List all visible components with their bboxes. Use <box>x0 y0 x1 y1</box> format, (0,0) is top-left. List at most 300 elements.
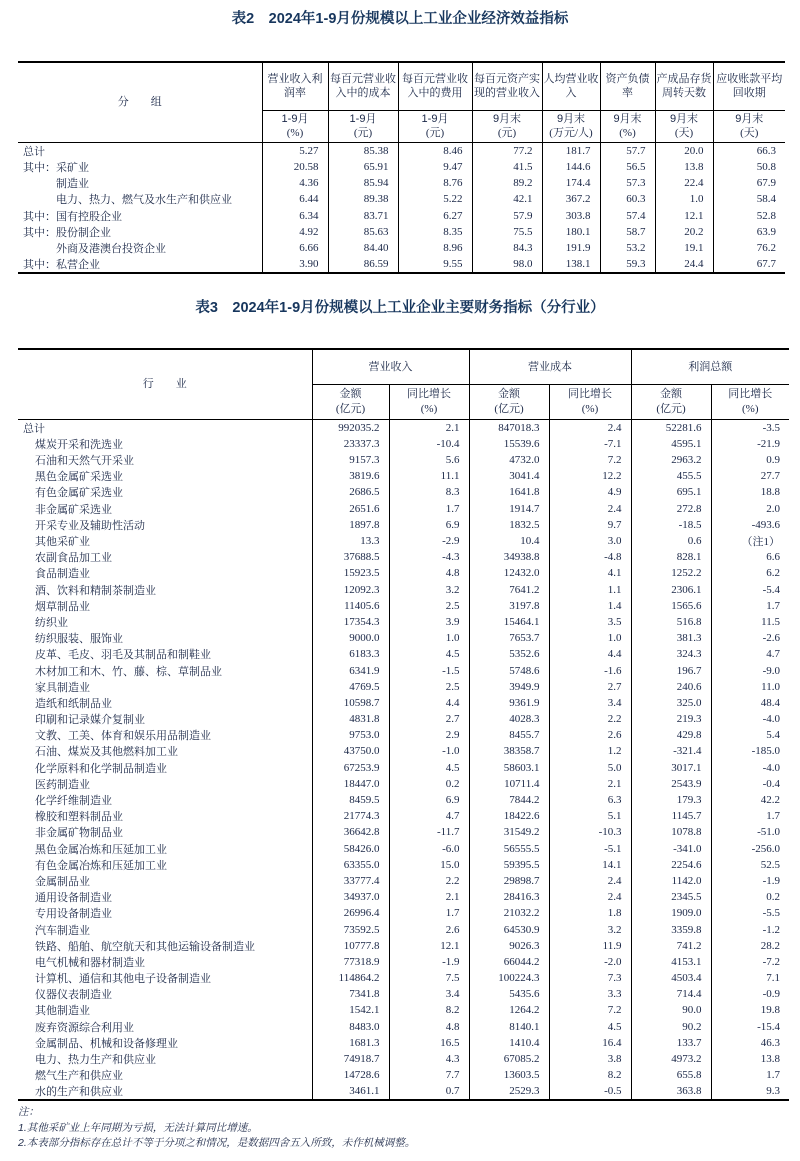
cell-value: -493.6 <box>711 517 789 533</box>
footnote-item: 1.其他采矿业上年同期为亏损，无法计算同比增速。 <box>18 1121 258 1134</box>
cell-value: 46.3 <box>711 1035 789 1051</box>
cell-value: 8.2 <box>549 1067 631 1083</box>
cell-value: 191.9 <box>542 240 600 256</box>
cell-value: -256.0 <box>711 840 789 856</box>
table-row <box>18 517 789 533</box>
cell-value: 84.3 <box>472 240 542 256</box>
cell-value: 58603.1 <box>469 760 549 776</box>
cell-value: 4.5 <box>389 760 469 776</box>
row-label: 总计 <box>18 419 312 436</box>
row-label: 外商及港澳台投资企业 <box>56 243 166 256</box>
cell-value: 7.2 <box>549 1002 631 1018</box>
cell-value: 3.2 <box>389 581 469 597</box>
cell-value: 67085.2 <box>469 1051 549 1067</box>
cell-value: 18422.6 <box>469 808 549 824</box>
header-period: 金额 <box>339 388 362 401</box>
cell-value: -7.2 <box>711 954 789 970</box>
cell-value: -2.6 <box>711 630 789 646</box>
cell-value: 196.7 <box>631 662 711 678</box>
cell-value: 1252.2 <box>631 565 711 581</box>
cell-value: 847018.3 <box>469 419 549 436</box>
cell-value: 1914.7 <box>469 501 549 517</box>
header-period: 1-9月 <box>281 112 309 125</box>
cell-value: 36642.8 <box>312 824 389 840</box>
table-row <box>18 1067 789 1083</box>
cell-value: 1.7 <box>711 1067 789 1083</box>
cell-value: 2.5 <box>389 679 469 695</box>
row-label: 黑色金属矿采选业 <box>35 471 123 484</box>
cell-value: 22.4 <box>655 175 713 191</box>
cell-value: 1565.6 <box>631 598 711 614</box>
cell-value: 741.2 <box>631 938 711 954</box>
cell-value: 2.7 <box>389 711 469 727</box>
cell-value: 85.63 <box>328 224 398 240</box>
cell-value: 10598.7 <box>312 695 389 711</box>
cell-value: 363.8 <box>631 1083 711 1100</box>
cell-value: 41.5 <box>472 159 542 175</box>
cell-value: 1.7 <box>711 598 789 614</box>
cell-value: 67253.9 <box>312 760 389 776</box>
cell-value: 28416.3 <box>469 889 549 905</box>
column-header: 人均营业收入 <box>542 62 600 110</box>
column-period-header <box>655 110 713 142</box>
cell-value: 1909.0 <box>631 905 711 921</box>
cell-value: 9.7 <box>549 517 631 533</box>
column-period-header <box>398 110 472 142</box>
table-row <box>18 256 785 273</box>
cell-value: 3041.4 <box>469 468 549 484</box>
table-row <box>18 207 785 223</box>
row-label: 通用设备制造业 <box>35 892 112 905</box>
cell-value: 9000.0 <box>312 630 389 646</box>
cell-value: 6183.3 <box>312 646 389 662</box>
cell-value: 8140.1 <box>469 1019 549 1035</box>
cell-value: 15464.1 <box>469 614 549 630</box>
row-label: 黑色金属冶炼和压延加工业 <box>35 843 167 856</box>
header-unit: (元) <box>497 127 517 139</box>
cell-value: 2.6 <box>389 921 469 937</box>
cell-value: 6.34 <box>262 207 328 223</box>
cell-value: 5435.6 <box>469 986 549 1002</box>
table-row <box>18 1083 789 1100</box>
cell-value: 74918.7 <box>312 1051 389 1067</box>
cell-value: 63355.0 <box>312 857 389 873</box>
cell-value: 174.4 <box>542 175 600 191</box>
cell-value: 21774.3 <box>312 808 389 824</box>
cell-value: 3197.8 <box>469 598 549 614</box>
cell-value: 21032.2 <box>469 905 549 921</box>
header-period: 9月末 <box>556 112 586 125</box>
table-row <box>18 1035 789 1051</box>
table-row <box>18 938 789 954</box>
row-label: 废弃资源综合利用业 <box>35 1021 134 1034</box>
table-row <box>18 1051 789 1067</box>
cell-value: 2.9 <box>389 727 469 743</box>
table-row <box>18 646 789 662</box>
table-row <box>18 662 789 678</box>
cell-value: 3949.9 <box>469 679 549 695</box>
cell-value: 5.22 <box>398 191 472 207</box>
header-period: 1-9月 <box>349 112 377 125</box>
cell-value: 34938.8 <box>469 549 549 565</box>
cell-value: 20.2 <box>655 224 713 240</box>
header-unit: (%) <box>619 127 636 139</box>
column-period-header <box>600 110 655 142</box>
cell-value: （注1） <box>711 533 789 549</box>
table-row <box>18 695 789 711</box>
row-label: 有色金属冶炼和压延加工业 <box>35 859 167 872</box>
cell-value: 381.3 <box>631 630 711 646</box>
cell-value: 4595.1 <box>631 436 711 452</box>
cell-value: 11.0 <box>711 679 789 695</box>
cell-value: 4831.8 <box>312 711 389 727</box>
cell-value: 7341.8 <box>312 986 389 1002</box>
header-period: 9月末 <box>669 112 699 125</box>
cell-value: 3461.1 <box>312 1083 389 1100</box>
cell-value: 27.7 <box>711 468 789 484</box>
cell-value: 1145.7 <box>631 808 711 824</box>
column-sub-header <box>631 384 711 419</box>
row-label: 电力、热力、燃气及水生产和供应业 <box>56 194 232 207</box>
row-label: 农副食品加工业 <box>35 552 112 565</box>
cell-value: -5.4 <box>711 581 789 597</box>
cell-value: 7641.2 <box>469 581 549 597</box>
cell-value: 4973.2 <box>631 1051 711 1067</box>
table-row <box>18 840 789 856</box>
cell-value: 1.0 <box>655 191 713 207</box>
cell-value: 57.9 <box>472 207 542 223</box>
cell-value: 2543.9 <box>631 776 711 792</box>
cell-value: 325.0 <box>631 695 711 711</box>
cell-value: -1.5 <box>389 662 469 678</box>
table-row <box>18 436 789 452</box>
cell-value: 17354.3 <box>312 614 389 630</box>
row-label: 电气机械和器材制造业 <box>35 956 145 969</box>
cell-value: 2.2 <box>549 711 631 727</box>
cell-value: 65.91 <box>328 159 398 175</box>
cell-value: 85.38 <box>328 142 398 159</box>
cell-value: 15.0 <box>389 857 469 873</box>
cell-value: 48.4 <box>711 695 789 711</box>
column-header: 产成品存货周转天数 <box>655 62 713 110</box>
cell-value: 3.2 <box>549 921 631 937</box>
cell-value: 84.40 <box>328 240 398 256</box>
cell-value: 58426.0 <box>312 840 389 856</box>
cell-value: -7.1 <box>549 436 631 452</box>
cell-value: -1.9 <box>389 954 469 970</box>
cell-value: 4.7 <box>711 646 789 662</box>
table-row <box>18 824 789 840</box>
cell-value: 3017.1 <box>631 760 711 776</box>
cell-value: 180.1 <box>542 224 600 240</box>
cell-value: 8459.5 <box>312 792 389 808</box>
table-row <box>18 679 789 695</box>
cell-value: 7.2 <box>549 452 631 468</box>
header-unit: (%) <box>742 402 759 415</box>
cell-value: 12.1 <box>389 938 469 954</box>
cell-value: 2.1 <box>549 776 631 792</box>
cell-value: -1.9 <box>711 873 789 889</box>
cell-value: 2963.2 <box>631 452 711 468</box>
cell-value: 73592.5 <box>312 921 389 937</box>
cell-value: 3.4 <box>389 986 469 1002</box>
cell-value: 0.2 <box>711 889 789 905</box>
cell-value: 6.3 <box>549 792 631 808</box>
table-row <box>18 565 789 581</box>
cell-value: -6.0 <box>389 840 469 856</box>
cell-value: -1.2 <box>711 921 789 937</box>
cell-value: 6.2 <box>711 565 789 581</box>
cell-value: 5748.6 <box>469 662 549 678</box>
cell-value: 19.1 <box>655 240 713 256</box>
cell-value: 1897.8 <box>312 517 389 533</box>
column-sub-header <box>389 384 469 419</box>
cell-value: 5352.6 <box>469 646 549 662</box>
cell-value: -5.5 <box>711 905 789 921</box>
cell-value: 7.3 <box>549 970 631 986</box>
cell-value: 42.1 <box>472 191 542 207</box>
cell-value: 2.6 <box>549 727 631 743</box>
row-label: 金属制品、机械和设备修理业 <box>35 1037 178 1050</box>
cell-value: 10711.4 <box>469 776 549 792</box>
cell-value: 6.27 <box>398 207 472 223</box>
row-label: 电力、热力生产和供应业 <box>35 1054 156 1066</box>
cell-value: 240.6 <box>631 679 711 695</box>
cell-value: 5.6 <box>389 452 469 468</box>
cell-value: 219.3 <box>631 711 711 727</box>
cell-value: 2.4 <box>549 889 631 905</box>
cell-value: 828.1 <box>631 549 711 565</box>
row-label: 水的生产和供应业 <box>35 1086 123 1099</box>
cell-value: 6.9 <box>389 517 469 533</box>
cell-value: 11.5 <box>711 614 789 630</box>
cell-value: 2.1 <box>389 419 469 436</box>
row-label: 开采专业及辅助性活动 <box>35 519 145 532</box>
row-label: 燃气生产和供应业 <box>35 1070 123 1083</box>
cell-value: 75.5 <box>472 224 542 240</box>
cell-value: 31549.2 <box>469 824 549 840</box>
cell-value: 4153.1 <box>631 954 711 970</box>
cell-value: 3.4 <box>549 695 631 711</box>
cell-value: 133.7 <box>631 1035 711 1051</box>
table-row <box>18 533 789 549</box>
row-label: 皮革、毛皮、羽毛及其制品和制鞋业 <box>35 649 211 662</box>
row-label: 医药制造业 <box>35 778 90 791</box>
header-unit: (%) <box>286 127 304 139</box>
table-row <box>18 743 789 759</box>
column-header: 每百元营业收入中的费用 <box>398 62 472 110</box>
cell-value: 4.8 <box>389 565 469 581</box>
row-label: 纺织业 <box>35 616 68 629</box>
cell-value: 2.4 <box>549 419 631 436</box>
cell-value: 8483.0 <box>312 1019 389 1035</box>
cell-value: -21.9 <box>711 436 789 452</box>
cell-value: 20.58 <box>262 159 328 175</box>
cell-value: 13.8 <box>655 159 713 175</box>
row-label: 其中：国有控股企业 <box>23 210 122 223</box>
cell-value: 86.59 <box>328 256 398 273</box>
cell-value: 56.5 <box>600 159 655 175</box>
row-label: 汽车制造业 <box>35 924 90 937</box>
cell-value: 455.5 <box>631 468 711 484</box>
cell-value: 34937.0 <box>312 889 389 905</box>
cell-value: 367.2 <box>542 191 600 207</box>
cell-value: 60.3 <box>600 191 655 207</box>
header-period: 同比增长 <box>407 388 451 401</box>
cell-value: 4.36 <box>262 175 328 191</box>
table-row <box>18 549 789 565</box>
cell-value: 16.4 <box>549 1035 631 1051</box>
cell-value: 1.0 <box>389 630 469 646</box>
cell-value: 9753.0 <box>312 727 389 743</box>
cell-value: 9.55 <box>398 256 472 273</box>
cell-value: 56555.5 <box>469 840 549 856</box>
row-label: 烟草制品业 <box>35 600 90 613</box>
cell-value: -15.4 <box>711 1019 789 1035</box>
cell-value: -321.4 <box>631 743 711 759</box>
header-unit: (亿元) <box>494 402 524 415</box>
cell-value: 2.2 <box>389 873 469 889</box>
table-row <box>18 191 785 207</box>
header-period: 金额 <box>660 388 682 401</box>
cell-value: 3819.6 <box>312 468 389 484</box>
row-label: 计算机、通信和其他电子设备制造业 <box>35 973 211 986</box>
row-label: 总计 <box>18 142 262 159</box>
cell-value: 2.4 <box>549 873 631 889</box>
cell-value: 2.4 <box>549 501 631 517</box>
cell-value: -10.3 <box>549 824 631 840</box>
cell-value: 37688.5 <box>312 549 389 565</box>
header-unit: (天) <box>674 127 694 139</box>
cell-value: 1142.0 <box>631 873 711 889</box>
economic-indicators-table <box>18 61 785 274</box>
header-period: 9月末 <box>613 112 642 125</box>
row-label: 造纸和纸制品业 <box>35 697 112 710</box>
cell-value: -0.9 <box>711 986 789 1002</box>
table2-group-header: 分 组 <box>117 96 162 109</box>
cell-value: -9.0 <box>711 662 789 678</box>
table2-title: 表2 2024年1-9月份规模以上工业企业经济效益指标 <box>231 11 569 27</box>
table3-group-header: 行 业 <box>142 378 187 391</box>
cell-value: -4.8 <box>549 549 631 565</box>
table-row <box>18 598 789 614</box>
cell-value: 7.5 <box>389 970 469 986</box>
cell-value: 9026.3 <box>469 938 549 954</box>
cell-value: 59.3 <box>600 256 655 273</box>
column-period-header <box>472 110 542 142</box>
cell-value: 10777.8 <box>312 938 389 954</box>
table2-header-names <box>18 62 785 110</box>
row-label: 其他制造业 <box>35 1005 90 1018</box>
cell-value: 179.3 <box>631 792 711 808</box>
cell-value: 7844.2 <box>469 792 549 808</box>
row-label: 纺织服装、服饰业 <box>35 633 123 646</box>
column-sub-header <box>312 384 389 419</box>
header-unit: (%) <box>581 402 599 415</box>
header-period: 金额 <box>498 388 520 401</box>
table-row <box>18 614 789 630</box>
cell-value: 4.9 <box>549 484 631 500</box>
column-header: 每百元营业收入中的成本 <box>328 62 398 110</box>
cell-value: 57.3 <box>600 175 655 191</box>
cell-value: 1.8 <box>549 905 631 921</box>
cell-value: 0.9 <box>711 452 789 468</box>
row-label: 其他采矿业 <box>35 536 90 548</box>
cell-value: 100224.3 <box>469 970 549 986</box>
table-row <box>18 889 789 905</box>
row-label: 仪器仪表制造业 <box>35 989 112 1002</box>
cell-value: 13.8 <box>711 1051 789 1067</box>
row-label: 非金属矿采选业 <box>35 503 112 516</box>
cell-value: 0.6 <box>631 533 711 549</box>
cell-value: 3.3 <box>549 986 631 1002</box>
table-row <box>18 727 789 743</box>
cell-value: 3.9 <box>389 614 469 630</box>
cell-value: 429.8 <box>631 727 711 743</box>
cell-value: 33777.4 <box>312 873 389 889</box>
row-label: 橡胶和塑料制品业 <box>35 811 123 824</box>
cell-value: 67.7 <box>713 256 785 273</box>
cell-value: 1.0 <box>549 630 631 646</box>
cell-value: 89.38 <box>328 191 398 207</box>
row-label: 木材加工和木、竹、藤、棕、草制品业 <box>35 665 222 678</box>
cell-value: 3.8 <box>549 1051 631 1067</box>
cell-value: 3.5 <box>549 614 631 630</box>
cell-value: 1.7 <box>711 808 789 824</box>
column-group-header: 利润总额 <box>631 349 789 384</box>
cell-value: 23337.3 <box>312 436 389 452</box>
footnotes <box>18 1105 800 1151</box>
cell-value: 63.9 <box>713 224 785 240</box>
table-row <box>18 468 789 484</box>
cell-value: 58.4 <box>713 191 785 207</box>
row-label: 石油和天然气开采业 <box>35 455 134 468</box>
row-label: 文教、工美、体育和娱乐用品制造业 <box>35 730 211 743</box>
header-unit: (亿元) <box>656 402 686 415</box>
header-unit: (天) <box>740 127 759 139</box>
cell-value: 4.4 <box>549 646 631 662</box>
cell-value: -5.1 <box>549 840 631 856</box>
cell-value: 7653.7 <box>469 630 549 646</box>
column-sub-header <box>711 384 789 419</box>
table-row <box>18 581 789 597</box>
cell-value: 26996.4 <box>312 905 389 921</box>
header-unit: (%) <box>420 402 438 415</box>
cell-value: 13.3 <box>312 533 389 549</box>
cell-value: 4.8 <box>389 1019 469 1035</box>
cell-value: 4.5 <box>389 646 469 662</box>
cell-value: -4.3 <box>389 549 469 565</box>
table-row <box>18 630 789 646</box>
cell-value: 2.1 <box>389 889 469 905</box>
cell-value: 4.92 <box>262 224 328 240</box>
cell-value: 13603.5 <box>469 1067 549 1083</box>
cell-value: -0.4 <box>711 776 789 792</box>
cell-value: 0.7 <box>389 1083 469 1100</box>
cell-value: 77.2 <box>472 142 542 159</box>
cell-value: 1.4 <box>549 598 631 614</box>
cell-value: -341.0 <box>631 840 711 856</box>
cell-value: 64530.9 <box>469 921 549 937</box>
table-row <box>18 159 785 175</box>
cell-value: 6.6 <box>711 549 789 565</box>
cell-value: 57.7 <box>600 142 655 159</box>
cell-value: 18447.0 <box>312 776 389 792</box>
column-sub-header <box>469 384 549 419</box>
header-unit: (万元/人) <box>549 127 593 139</box>
cell-value: 1410.4 <box>469 1035 549 1051</box>
column-period-header <box>262 110 328 142</box>
